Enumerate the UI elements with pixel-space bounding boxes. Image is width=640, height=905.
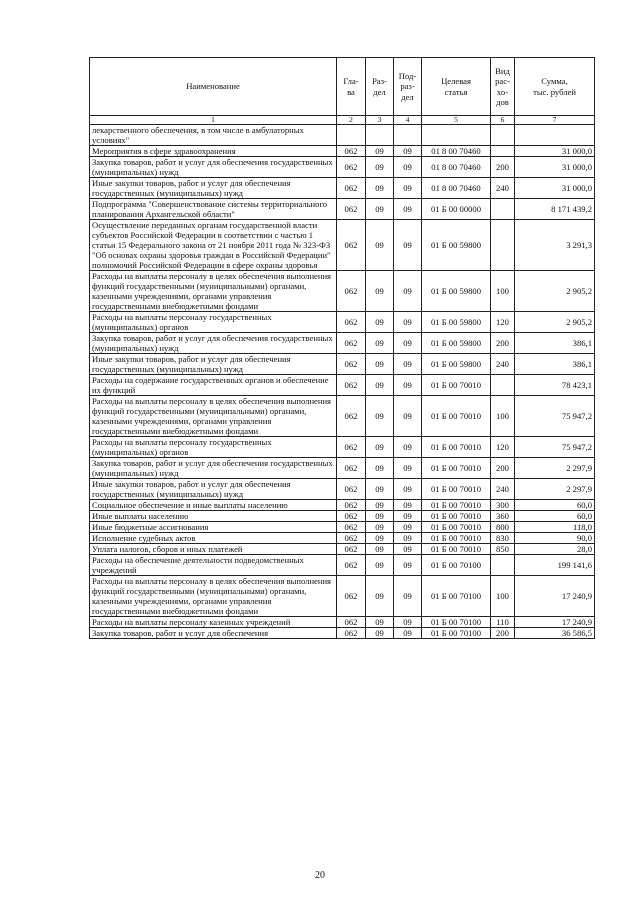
subsection-cell: 09 [394, 544, 422, 555]
table-row [90, 271, 595, 312]
section-cell: 09 [366, 576, 394, 617]
row-name-cell: Мероприятия в сфере здравоохранения [90, 146, 337, 157]
expense-type-cell: 100 [491, 396, 515, 437]
chapter-cell: 062 [337, 500, 366, 511]
target-article-cell: 01 8 00 70460 [422, 178, 491, 199]
column-number: 2 [337, 116, 366, 125]
section-cell: 09 [366, 375, 394, 396]
subsection-cell: 09 [394, 511, 422, 522]
chapter-cell: 062 [337, 354, 366, 375]
section-cell: 09 [366, 458, 394, 479]
expense-type-cell: 120 [491, 437, 515, 458]
chapter-cell: 062 [337, 437, 366, 458]
chapter-cell: 062 [337, 178, 366, 199]
section-cell: 09 [366, 437, 394, 458]
section-cell: 09 [366, 544, 394, 555]
row-name-cell: Закупка товаров, работ и услуг для обеспечения государственных (муниципальных) нужд [90, 458, 337, 479]
chapter-cell: 062 [337, 199, 366, 220]
table-row [90, 146, 595, 157]
table-row [90, 617, 595, 628]
table-row [90, 312, 595, 333]
expense-type-cell: 200 [491, 628, 515, 639]
chapter-cell: 062 [337, 396, 366, 437]
chapter-cell: 062 [337, 271, 366, 312]
sum-cell: 60,0 [515, 500, 595, 511]
sum-cell: 17 240,9 [515, 576, 595, 617]
table-row [90, 125, 595, 146]
target-article-cell: 01 Б 00 70010 [422, 479, 491, 500]
row-name-cell: Иные бюджетные ассигнования [90, 522, 337, 533]
chapter-cell: 062 [337, 458, 366, 479]
sum-cell: 17 240,9 [515, 617, 595, 628]
sum-cell: 90,0 [515, 533, 595, 544]
section-cell: 09 [366, 555, 394, 576]
section-cell: 09 [366, 617, 394, 628]
row-name-cell: Закупка товаров, работ и услуг для обеспечения [90, 628, 337, 639]
sum-cell: 2 905,2 [515, 312, 595, 333]
row-name-cell: Уплата налогов, сборов и иных платежей [90, 544, 337, 555]
section-cell: 09 [366, 271, 394, 312]
sum-cell: 78 423,1 [515, 375, 595, 396]
expense-type-cell [491, 375, 515, 396]
column-number-row [90, 116, 595, 125]
expense-type-cell: 240 [491, 354, 515, 375]
row-name-cell: Расходы на выплаты персоналу государственных (муниципальных) органов [90, 437, 337, 458]
target-article-cell: 01 Б 00 00000 [422, 199, 491, 220]
row-name-cell: Социальное обеспечение и иные выплаты населению [90, 500, 337, 511]
row-name-cell: Расходы на выплаты персоналу в целях обеспечения выполнения функций государственными (муниципальными) органами, казенными учреждениями, органами управления государственными внебюджетными фондами [90, 271, 337, 312]
sum-cell: 386,1 [515, 333, 595, 354]
row-name-cell: Расходы на обеспечение деятельности подведомственных учреждений [90, 555, 337, 576]
table-row [90, 354, 595, 375]
section-cell: 09 [366, 628, 394, 639]
sum-cell: 386,1 [515, 354, 595, 375]
subsection-cell: 09 [394, 333, 422, 354]
col-header-section: Раз- дел [366, 58, 394, 116]
row-name-cell: Расходы на выплаты персоналу в целях обеспечения выполнения функций государственными (муниципальными) органами, казенными учреждениями, органами управления государственными внебюджетными фондами [90, 396, 337, 437]
subsection-cell: 09 [394, 479, 422, 500]
subsection-cell: 09 [394, 146, 422, 157]
row-name-cell: Расходы на содержание государственных органов и обеспечение их функций [90, 375, 337, 396]
target-article-cell: 01 Б 00 70010 [422, 511, 491, 522]
expense-type-cell [491, 199, 515, 220]
chapter-cell: 062 [337, 333, 366, 354]
subsection-cell: 09 [394, 458, 422, 479]
target-article-cell: 01 Б 00 70010 [422, 437, 491, 458]
expense-type-cell: 830 [491, 533, 515, 544]
sum-cell: 2 905,2 [515, 271, 595, 312]
row-name-cell: Исполнение судебных актов [90, 533, 337, 544]
row-name-cell: Расходы на выплаты персоналу казенных учреждений [90, 617, 337, 628]
table-row [90, 437, 595, 458]
row-name-cell: Иные закупки товаров, работ и услуг для обеспечения государственных (муниципальных) нужд [90, 479, 337, 500]
sum-cell: 75 947,2 [515, 396, 595, 437]
table-row [90, 199, 595, 220]
sum-cell: 36 586,5 [515, 628, 595, 639]
target-article-cell: 01 Б 00 70010 [422, 544, 491, 555]
expense-type-cell: 360 [491, 511, 515, 522]
header-row [90, 58, 595, 116]
chapter-cell: 062 [337, 628, 366, 639]
sum-cell: 2 297,9 [515, 479, 595, 500]
sum-cell: 31 000,0 [515, 146, 595, 157]
target-article-cell: 01 Б 00 70100 [422, 617, 491, 628]
section-cell: 09 [366, 396, 394, 437]
subsection-cell: 09 [394, 500, 422, 511]
column-number: 7 [515, 116, 595, 125]
section-cell: 09 [366, 178, 394, 199]
target-article-cell: 01 Б 00 59800 [422, 271, 491, 312]
row-name-cell: Закупка товаров, работ и услуг для обеспечения государственных (муниципальных) нужд [90, 333, 337, 354]
target-article-cell: 01 Б 00 70100 [422, 576, 491, 617]
subsection-cell: 09 [394, 375, 422, 396]
section-cell: 09 [366, 533, 394, 544]
sum-cell: 2 297,9 [515, 458, 595, 479]
target-article-cell: 01 Б 00 70010 [422, 522, 491, 533]
section-cell: 09 [366, 522, 394, 533]
table-row [90, 220, 595, 271]
target-article-cell: 01 Б 00 70010 [422, 458, 491, 479]
sum-cell: 199 141,6 [515, 555, 595, 576]
sum-cell: 8 171 439,2 [515, 199, 595, 220]
row-name-cell: Иные закупки товаров, работ и услуг для обеспечения государственных (муниципальных) нужд [90, 354, 337, 375]
expense-type-cell [491, 555, 515, 576]
chapter-cell: 062 [337, 157, 366, 178]
section-cell: 09 [366, 511, 394, 522]
section-cell: 09 [366, 146, 394, 157]
expense-type-cell [491, 220, 515, 271]
target-article-cell: 01 Б 00 70100 [422, 555, 491, 576]
table-row [90, 500, 595, 511]
section-cell: 09 [366, 500, 394, 511]
subsection-cell: 09 [394, 437, 422, 458]
target-article-cell: 01 Б 00 70010 [422, 396, 491, 437]
section-cell: 09 [366, 312, 394, 333]
section-cell: 09 [366, 479, 394, 500]
column-number: 4 [394, 116, 422, 125]
col-header-subsection: Под- раз- дел [394, 58, 422, 116]
subsection-cell: 09 [394, 199, 422, 220]
table-body [90, 125, 595, 639]
subsection-cell: 09 [394, 533, 422, 544]
sum-cell: 75 947,2 [515, 437, 595, 458]
page-number: 20 [315, 870, 325, 881]
table-row [90, 178, 595, 199]
chapter-cell: 062 [337, 576, 366, 617]
target-article-cell: 01 Б 00 59800 [422, 312, 491, 333]
expense-type-cell: 200 [491, 458, 515, 479]
row-name-cell: Расходы на выплаты персоналу государственных (муниципальных) органов [90, 312, 337, 333]
chapter-cell: 062 [337, 375, 366, 396]
section-cell [366, 125, 394, 146]
column-number: 6 [491, 116, 515, 125]
expense-type-cell: 240 [491, 479, 515, 500]
subsection-cell: 09 [394, 220, 422, 271]
column-number: 3 [366, 116, 394, 125]
target-article-cell: 01 8 00 70460 [422, 157, 491, 178]
target-article-cell: 01 Б 00 70010 [422, 533, 491, 544]
chapter-cell: 062 [337, 544, 366, 555]
table-row [90, 396, 595, 437]
chapter-cell: 062 [337, 479, 366, 500]
section-cell: 09 [366, 220, 394, 271]
expense-type-cell [491, 125, 515, 146]
col-header-name: Наименование [90, 58, 337, 116]
sum-cell [515, 125, 595, 146]
subsection-cell: 09 [394, 354, 422, 375]
expense-type-cell: 120 [491, 312, 515, 333]
chapter-cell: 062 [337, 617, 366, 628]
chapter-cell: 062 [337, 511, 366, 522]
table-row [90, 522, 595, 533]
expense-type-cell: 200 [491, 333, 515, 354]
sum-cell: 118,0 [515, 522, 595, 533]
chapter-cell: 062 [337, 555, 366, 576]
expense-type-cell [491, 146, 515, 157]
subsection-cell: 09 [394, 628, 422, 639]
expense-type-cell: 200 [491, 157, 515, 178]
expense-type-cell: 100 [491, 271, 515, 312]
col-header-expense-type: Вид рас- хо- дов [491, 58, 515, 116]
row-name-cell: лекарственного обеспечения, в том числе в амбулаторных условиях" [90, 125, 337, 146]
table-row [90, 458, 595, 479]
table-row [90, 479, 595, 500]
row-name-cell: Закупка товаров, работ и услуг для обеспечения государственных (муниципальных) нужд [90, 157, 337, 178]
table-row [90, 576, 595, 617]
expense-type-cell: 240 [491, 178, 515, 199]
col-header-chapter: Гла- ва [337, 58, 366, 116]
chapter-cell: 062 [337, 220, 366, 271]
expense-type-cell: 850 [491, 544, 515, 555]
col-header-target-article: Целевая статья [422, 58, 491, 116]
subsection-cell: 09 [394, 617, 422, 628]
subsection-cell: 09 [394, 576, 422, 617]
subsection-cell: 09 [394, 312, 422, 333]
table-row [90, 628, 595, 639]
sum-cell: 28,0 [515, 544, 595, 555]
row-name-cell: Осуществление переданных органам государственной власти субъектов Российской Федерации в соответствии с частью 1 статьи 15 Федерального закона от 21 ноября 2011 года № 323-ФЗ "Об основах охраны здоровья граждан в Российской Федерации" полномочий Российской Федерации в сфере охраны здоровья [90, 220, 337, 271]
target-article-cell: 01 Б 00 70010 [422, 375, 491, 396]
subsection-cell: 09 [394, 178, 422, 199]
chapter-cell: 062 [337, 522, 366, 533]
target-article-cell: 01 Б 00 59800 [422, 220, 491, 271]
table-row [90, 544, 595, 555]
subsection-cell: 09 [394, 396, 422, 437]
section-cell: 09 [366, 157, 394, 178]
section-cell: 09 [366, 354, 394, 375]
sum-cell: 3 291,3 [515, 220, 595, 271]
table-row [90, 157, 595, 178]
expense-type-cell: 110 [491, 617, 515, 628]
row-name-cell: Иные выплаты населению [90, 511, 337, 522]
table-row [90, 533, 595, 544]
table-row [90, 511, 595, 522]
chapter-cell: 062 [337, 533, 366, 544]
subsection-cell: 09 [394, 157, 422, 178]
target-article-cell: 01 Б 00 59800 [422, 354, 491, 375]
table-row [90, 333, 595, 354]
expense-type-cell: 300 [491, 500, 515, 511]
table-row [90, 555, 595, 576]
column-number: 1 [90, 116, 337, 125]
subsection-cell: 09 [394, 271, 422, 312]
expense-type-cell: 800 [491, 522, 515, 533]
target-article-cell: 01 Б 00 70100 [422, 628, 491, 639]
col-header-sum: Сумма, тыс. рублей [515, 58, 595, 116]
sum-cell: 31 000,0 [515, 157, 595, 178]
chapter-cell: 062 [337, 312, 366, 333]
section-cell: 09 [366, 333, 394, 354]
target-article-cell: 01 Б 00 70010 [422, 500, 491, 511]
target-article-cell [422, 125, 491, 146]
chapter-cell [337, 125, 366, 146]
chapter-cell: 062 [337, 146, 366, 157]
subsection-cell: 09 [394, 522, 422, 533]
budget-table [89, 57, 595, 639]
subsection-cell [394, 125, 422, 146]
section-cell: 09 [366, 199, 394, 220]
sum-cell: 31 000,0 [515, 178, 595, 199]
target-article-cell: 01 Б 00 59800 [422, 333, 491, 354]
column-number: 5 [422, 116, 491, 125]
expense-type-cell: 100 [491, 576, 515, 617]
row-name-cell: Иные закупки товаров, работ и услуг для обеспечения государственных (муниципальных) нужд [90, 178, 337, 199]
table-row [90, 375, 595, 396]
row-name-cell: Подпрограмма "Совершенствование системы территориального планирования Архангельской области" [90, 199, 337, 220]
row-name-cell: Расходы на выплаты персоналу в целях обеспечения выполнения функций государственными (муниципальными) органами, казенными учреждениями, органами управления государственными внебюджетными фондами [90, 576, 337, 617]
target-article-cell: 01 8 00 70460 [422, 146, 491, 157]
sum-cell: 60,0 [515, 511, 595, 522]
subsection-cell: 09 [394, 555, 422, 576]
